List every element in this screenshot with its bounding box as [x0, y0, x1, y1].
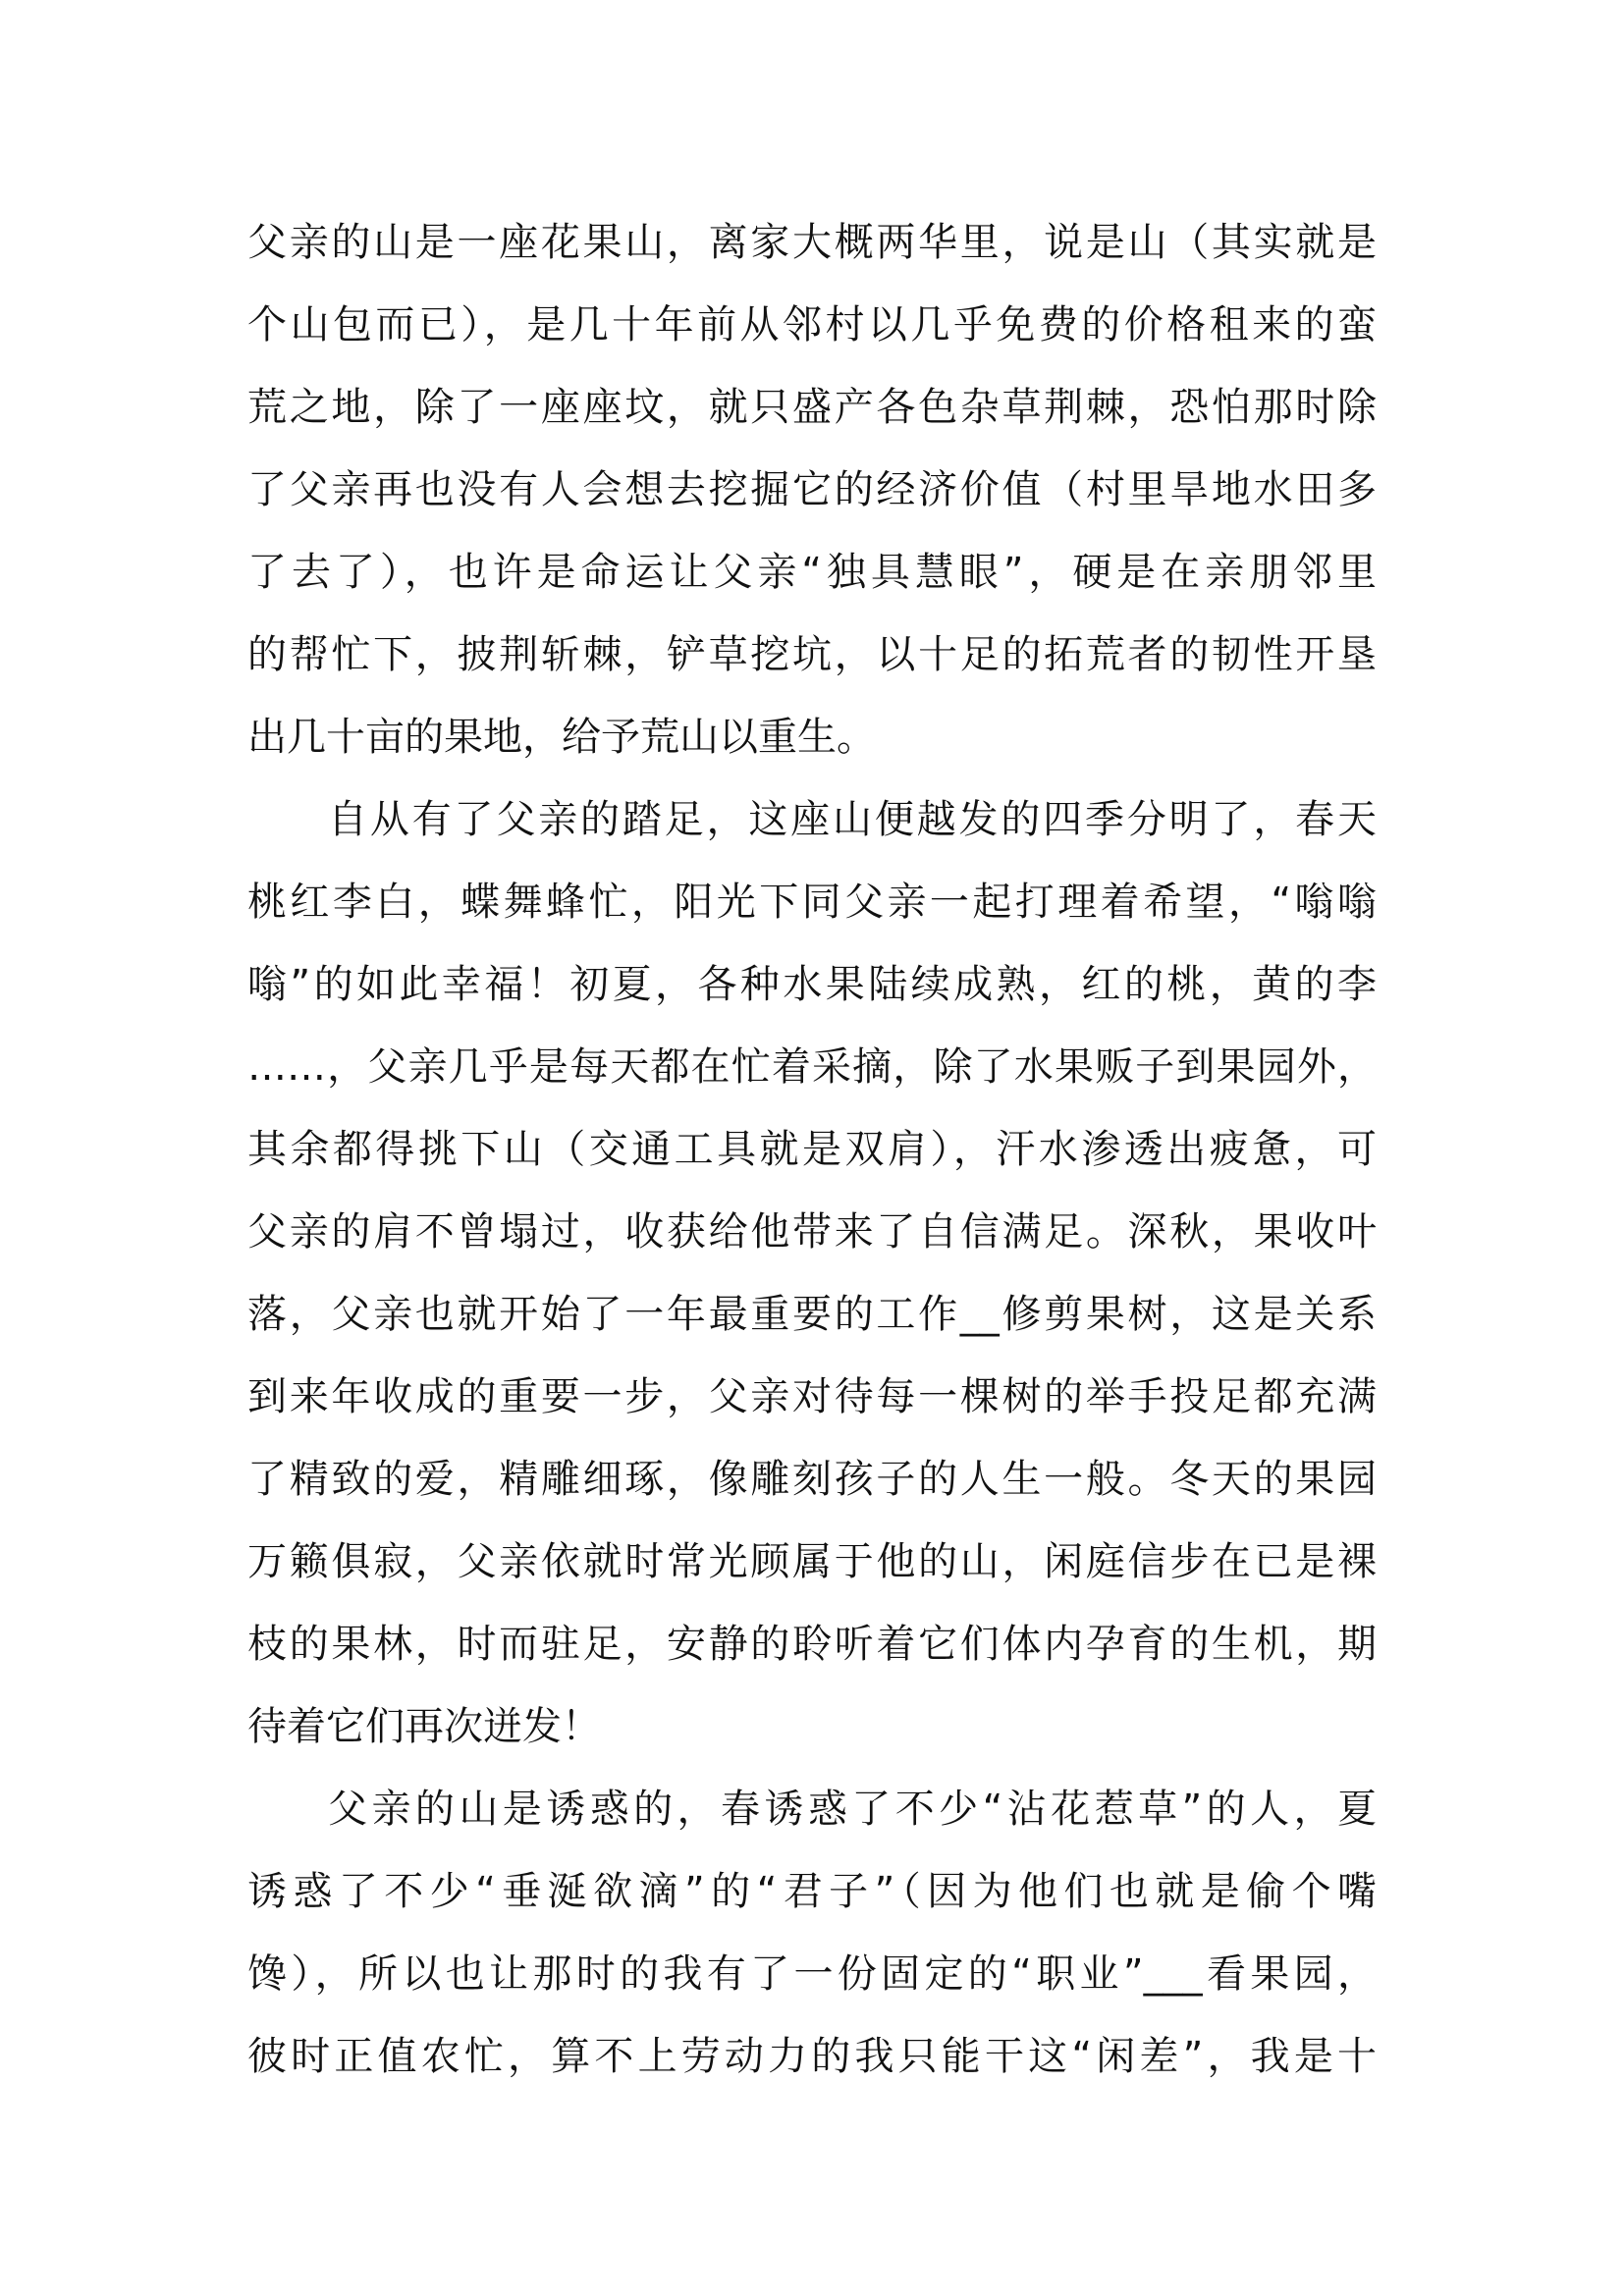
text-line: 父亲的肩不曾塌过，收获给他带来了自信满足。深秋，果收叶 [247, 1209, 1377, 1255]
paragraph-2 [247, 778, 1377, 1768]
text-line: 桃红李白，蝶舞蜂忙，阳光下同父亲一起打理着希望，“嗡嗡 [247, 880, 1377, 925]
text-line: 馋），所以也让那时的我有了一份固定的“职业”___看果园， [247, 1951, 1377, 1997]
text-line: 到来年收成的重要一步，父亲对待每一棵树的举手投足都充满 [247, 1374, 1377, 1419]
text-line: 个山包而已），是几十年前从邻村以几乎免费的价格租来的蛮 [247, 302, 1377, 347]
text-line: 了父亲再也没有人会想去挖掘它的经济价值（村里旱地水田多 [247, 467, 1377, 512]
text-line: 荒之地，除了一座座坟，就只盛产各色杂草荆棘，恐怕那时除 [247, 385, 1377, 430]
text-line: 诱惑了不少“垂涎欲滴”的“君子”（因为他们也就是偷个嘴 [247, 1869, 1377, 1914]
text-line: 落，父亲也就开始了一年最重要的工作__修剪果树，这是关系 [247, 1292, 1377, 1337]
text-line: 嗡”的如此幸福！初夏，各种水果陆续成熟，红的桃，黄的李 [247, 962, 1377, 1007]
paragraph-1 [247, 201, 1377, 778]
text-line: 待着它们再次迸发！ [247, 1704, 601, 1749]
text-line: 自从有了父亲的踏足，这座山便越发的四季分明了，春天 [328, 797, 1377, 842]
text-line: 万籁俱寂，父亲依就时常光顾属于他的山，闲庭信步在已是裸 [247, 1539, 1377, 1584]
text-line: 其余都得挑下山（交通工具就是双肩），汗水渗透出疲惫，可 [247, 1127, 1377, 1172]
text-line: 父亲的山是一座花果山，离家大概两华里，说是山（其实就是 [247, 220, 1377, 265]
paragraph-3 [247, 1768, 1377, 2098]
text-line: 出几十亩的果地，给予荒山以重生。 [247, 715, 876, 760]
document-page [247, 201, 1377, 2098]
text-line: 彼时正值农忙，算不上劳动力的我只能干这“闲差”，我是十 [247, 2034, 1377, 2079]
text-line: 了去了），也许是命运让父亲“独具慧眼”，硬是在亲朋邻里 [247, 550, 1377, 595]
text-line: 的帮忙下，披荆斩棘，铲草挖坑，以十足的拓荒者的韧性开垦 [247, 632, 1377, 677]
text-line: 枝的果林，时而驻足，安静的聆听着它们体内孕育的生机，期 [247, 1622, 1377, 1667]
text-line: ……，父亲几乎是每天都在忙着采摘，除了水果贩子到果园外， [247, 1044, 1377, 1090]
text-line: 父亲的山是诱惑的，春诱惑了不少“沾花惹草”的人，夏 [328, 1787, 1377, 1832]
text-line: 了精致的爱，精雕细琢，像雕刻孩子的人生一般。冬天的果园 [247, 1457, 1377, 1502]
